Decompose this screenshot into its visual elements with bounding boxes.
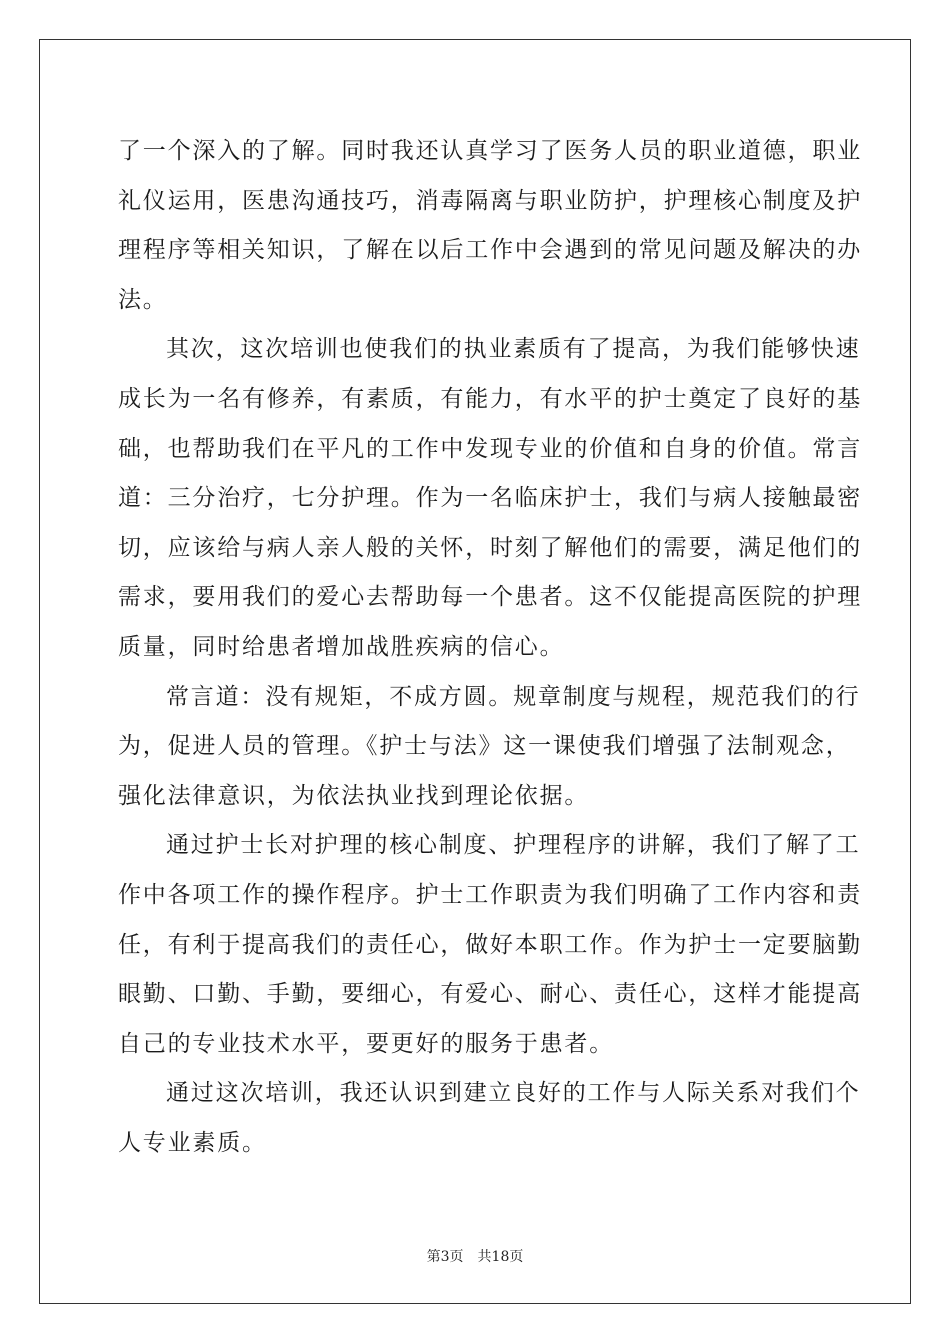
paragraph-2: [118, 325, 862, 672]
text-line: 眼勤、口勤、手勤，要细心，有爱心、耐心、责任心，这样才能提高: [118, 981, 862, 1008]
text-line: 任，有利于提高我们的责任心，做好本职工作。作为护士一定要脑勤: [118, 931, 862, 958]
text-line: 了一个深入的了解。同时我还认真学习了医务人员的职业道德，职业: [118, 138, 862, 164]
text-line: 强化法律意识，为依法执业找到理论依据。: [118, 782, 590, 809]
paragraph-5: [118, 1069, 861, 1168]
text-line: 常言道：没有规矩，不成方圆。规章制度与规程，规范我们的行: [166, 683, 861, 710]
text-line: 切，应该给与病人亲人般的关怀，时刻了解他们的需要，满足他们的: [118, 534, 862, 561]
page-total: 共18页: [477, 1249, 524, 1265]
text-line: 作中各项工作的操作程序。护士工作职责为我们明确了工作内容和责: [118, 881, 862, 908]
text-line: 质量，同时给患者增加战胜疾病的信心。: [118, 633, 565, 660]
page-number: 第3页: [426, 1249, 464, 1265]
text-line: 成长为一名有修养，有素质，有能力，有水平的护士奠定了良好的基: [118, 385, 862, 412]
paragraph-1: [118, 127, 862, 325]
page-footer: [0, 1246, 950, 1266]
document-body: [118, 127, 862, 1168]
text-line: 礼仪运用，医患沟通技巧，消毒隔离与职业防护，护理核心制度及护: [118, 187, 862, 214]
text-line: 人专业素质。: [118, 1129, 267, 1156]
text-line: 法。: [118, 286, 168, 313]
text-line: 础，也帮助我们在平凡的工作中发现专业的价值和自身的价值。常言: [118, 435, 862, 462]
text-line: 道：三分治疗，七分护理。作为一名临床护士，我们与病人接触最密: [118, 485, 862, 512]
text-line: 其次，这次培训也使我们的执业素质有了提高，为我们能够快速: [166, 336, 861, 363]
text-line: 通过这次培训，我还认识到建立良好的工作与人际关系对我们个: [166, 1080, 861, 1107]
paragraph-3: [118, 673, 861, 822]
text-line: 通过护士长对护理的核心制度、护理程序的讲解，我们了解了工: [166, 832, 861, 859]
text-line: 需求，要用我们的爱心去帮助每一个患者。这不仅能提高医院的护理: [118, 584, 862, 611]
text-line: 为，促进人员的管理。《护士与法》这一课使我们增强了法制观念，: [118, 733, 851, 760]
text-line: 自己的专业技术水平，要更好的服务于患者。: [118, 1030, 614, 1057]
text-line: 理程序等相关知识，了解在以后工作中会遇到的常见问题及解决的办: [118, 237, 862, 264]
paragraph-4: [118, 821, 862, 1069]
